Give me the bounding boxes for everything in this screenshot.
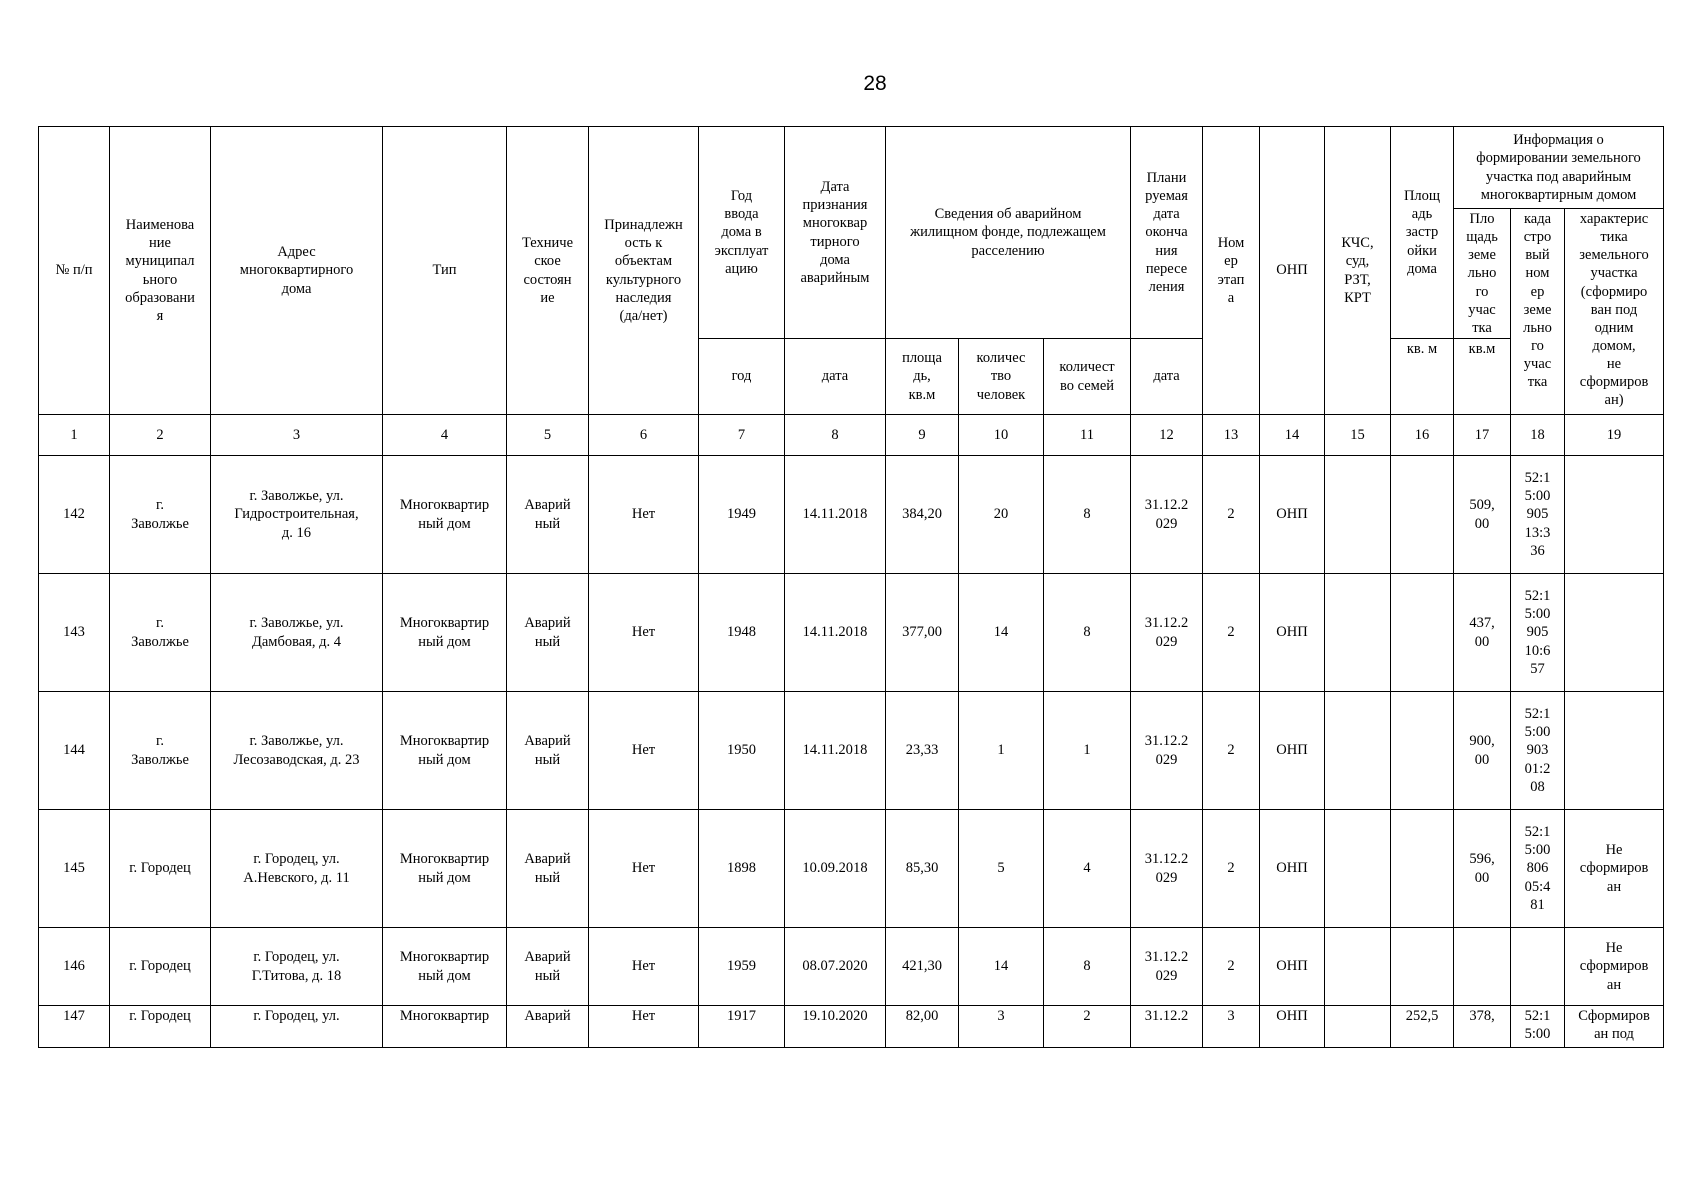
table-cell: ОНП bbox=[1260, 810, 1325, 928]
table-cell: Многоквартир ный дом bbox=[383, 928, 507, 1006]
table-cell: 3 bbox=[959, 1006, 1044, 1048]
column-number-cell: 18 bbox=[1511, 415, 1565, 456]
table-cell: 142 bbox=[39, 456, 110, 574]
table-cell: Аварий ный bbox=[507, 456, 589, 574]
table-cell: 8 bbox=[1044, 456, 1131, 574]
column-number-cell: 7 bbox=[699, 415, 785, 456]
table-cell: ОНП bbox=[1260, 574, 1325, 692]
header-cell-1: № п/п bbox=[39, 127, 110, 415]
table-cell: ОНП bbox=[1260, 1006, 1325, 1048]
table-cell: 2 bbox=[1044, 1006, 1131, 1048]
table-cell: 4 bbox=[1044, 810, 1131, 928]
column-number-cell: 4 bbox=[383, 415, 507, 456]
table-cell: Аварий ный bbox=[507, 928, 589, 1006]
column-number-cell: 11 bbox=[1044, 415, 1131, 456]
table-cell: Многоквартир ный дом bbox=[383, 810, 507, 928]
emergency-housing-table bbox=[38, 126, 1664, 1048]
table-cell: 31.12.2 029 bbox=[1131, 574, 1203, 692]
table-cell: 52:1 5:00 806 05:4 81 bbox=[1511, 810, 1565, 928]
table-cell: 8 bbox=[1044, 574, 1131, 692]
header-cell-16: Площ адь застр ойки дома bbox=[1391, 127, 1454, 339]
table-cell: 1949 bbox=[699, 456, 785, 574]
table-cell: 378, bbox=[1454, 1006, 1511, 1048]
header-cell-12: Плани руемая дата оконча ния пересе ления bbox=[1131, 127, 1203, 339]
header-cell-7: Год ввода дома в эксплуат ацию bbox=[699, 127, 785, 339]
table-cell bbox=[1565, 456, 1664, 574]
subheader-families: количест во семей bbox=[1044, 339, 1131, 415]
table-cell: 1917 bbox=[699, 1006, 785, 1048]
header-cell-2: Наименова ние муниципал ьного образовани я bbox=[110, 127, 211, 415]
table-cell: 85,30 bbox=[886, 810, 959, 928]
table-cell: 2 bbox=[1203, 456, 1260, 574]
table-cell: 1948 bbox=[699, 574, 785, 692]
table-cell bbox=[1325, 928, 1391, 1006]
table-cell bbox=[1325, 1006, 1391, 1048]
table-cell: 1898 bbox=[699, 810, 785, 928]
table-cell: 10.09.2018 bbox=[785, 810, 886, 928]
subheader-plot-area: кв.м bbox=[1454, 339, 1511, 415]
table-cell: 144 bbox=[39, 692, 110, 810]
table-cell: 421,30 bbox=[886, 928, 959, 1006]
table-cell: 3 bbox=[1203, 1006, 1260, 1048]
column-number-cell: 16 bbox=[1391, 415, 1454, 456]
table-cell: г. Заволжье, ул. Дамбовая, д. 4 bbox=[211, 574, 383, 692]
table-cell: 900, 00 bbox=[1454, 692, 1511, 810]
table-cell: г. Заволжье, ул. Гидростроительная, д. 16 bbox=[211, 456, 383, 574]
table-row bbox=[39, 928, 1664, 1006]
header-cell-14: ОНП bbox=[1260, 127, 1325, 415]
table-cell: 14 bbox=[959, 928, 1044, 1006]
subheader-building-area: кв. м bbox=[1391, 339, 1454, 415]
table-cell: 1 bbox=[1044, 692, 1131, 810]
table-cell: 437, 00 bbox=[1454, 574, 1511, 692]
table-cell: Не сформиров ан bbox=[1565, 928, 1664, 1006]
table-cell: 82,00 bbox=[886, 1006, 959, 1048]
table-cell: Нет bbox=[589, 1006, 699, 1048]
table-cell: ОНП bbox=[1260, 692, 1325, 810]
header-cell-13: Ном ер этап а bbox=[1203, 127, 1260, 415]
header-cell-15: КЧС, суд, РЗТ, КРТ bbox=[1325, 127, 1391, 415]
header-cell-8: Дата признания многоквар тирного дома аварийным bbox=[785, 127, 886, 339]
table-cell: 19.10.2020 bbox=[785, 1006, 886, 1048]
table-cell: 596, 00 bbox=[1454, 810, 1511, 928]
table-cell: 147 bbox=[39, 1006, 110, 1048]
table-cell bbox=[1391, 810, 1454, 928]
table-cell: г. Городец, ул. bbox=[211, 1006, 383, 1048]
header-cell-3: Адрес многоквартирного дома bbox=[211, 127, 383, 415]
table-cell: 146 bbox=[39, 928, 110, 1006]
table-cell bbox=[1565, 574, 1664, 692]
table-cell: Многоквартир ный дом bbox=[383, 574, 507, 692]
table-cell: 1 bbox=[959, 692, 1044, 810]
subheader-people: количес тво человек bbox=[959, 339, 1044, 415]
column-number-cell: 8 bbox=[785, 415, 886, 456]
table-body bbox=[39, 456, 1664, 1048]
table-cell: 14.11.2018 bbox=[785, 574, 886, 692]
table-row bbox=[39, 810, 1664, 928]
table-cell: 31.12.2 bbox=[1131, 1006, 1203, 1048]
header-cell-5: Техниче ское состоян ие bbox=[507, 127, 589, 415]
table-cell: 14.11.2018 bbox=[785, 456, 886, 574]
table-cell: 2 bbox=[1203, 574, 1260, 692]
table-cell: Аварий bbox=[507, 1006, 589, 1048]
table-cell: Аварий ный bbox=[507, 574, 589, 692]
table-cell: 20 bbox=[959, 456, 1044, 574]
table-cell: г. Городец, ул. Г.Титова, д. 18 bbox=[211, 928, 383, 1006]
table-cell: ОНП bbox=[1260, 456, 1325, 574]
table-cell: Нет bbox=[589, 928, 699, 1006]
header-cell-19: характерис тика земельного участка (сформиро ван под одним домом, не сформиров ан) bbox=[1565, 209, 1664, 415]
table-cell: 14.11.2018 bbox=[785, 692, 886, 810]
table-cell: Аварий ный bbox=[507, 810, 589, 928]
table-cell: г. Городец, ул. А.Невского, д. 11 bbox=[211, 810, 383, 928]
table-cell: 31.12.2 029 bbox=[1131, 810, 1203, 928]
header-cell-17-19: Информация о формировании земельного участка под аварийным многоквартирным домом bbox=[1454, 127, 1664, 209]
column-number-row bbox=[39, 415, 1664, 456]
table-cell: ОНП bbox=[1260, 928, 1325, 1006]
column-number-cell: 2 bbox=[110, 415, 211, 456]
table-cell: 52:1 5:00 905 13:3 36 bbox=[1511, 456, 1565, 574]
table-cell bbox=[1391, 574, 1454, 692]
header-cell-17: Пло щадь земе льно го учас тка bbox=[1454, 209, 1511, 339]
column-number-cell: 6 bbox=[589, 415, 699, 456]
column-number-row bbox=[39, 415, 1664, 456]
column-number-cell: 10 bbox=[959, 415, 1044, 456]
table-cell: 31.12.2 029 bbox=[1131, 928, 1203, 1006]
subheader-end-date: дата bbox=[1131, 339, 1203, 415]
table-cell bbox=[1511, 928, 1565, 1006]
table-cell: г. Заволжье bbox=[110, 692, 211, 810]
table-cell: Нет bbox=[589, 574, 699, 692]
column-number-cell: 17 bbox=[1454, 415, 1511, 456]
table-cell: г. Городец bbox=[110, 810, 211, 928]
table-cell bbox=[1565, 692, 1664, 810]
table-cell bbox=[1391, 928, 1454, 1006]
page-number: 28 bbox=[863, 72, 887, 95]
column-number-cell: 13 bbox=[1203, 415, 1260, 456]
table-cell: 8 bbox=[1044, 928, 1131, 1006]
table-cell bbox=[1325, 574, 1391, 692]
column-number-cell: 5 bbox=[507, 415, 589, 456]
table-header bbox=[39, 127, 1664, 415]
column-number-cell: 19 bbox=[1565, 415, 1664, 456]
column-number-cell: 3 bbox=[211, 415, 383, 456]
column-number-cell: 15 bbox=[1325, 415, 1391, 456]
column-number-cell: 12 bbox=[1131, 415, 1203, 456]
table-cell: 1950 bbox=[699, 692, 785, 810]
table-row bbox=[39, 1006, 1664, 1048]
table-cell bbox=[1454, 928, 1511, 1006]
table-cell: 145 bbox=[39, 810, 110, 928]
table-cell bbox=[1325, 456, 1391, 574]
table-cell: 52:1 5:00 903 01:2 08 bbox=[1511, 692, 1565, 810]
table-cell: Сформиров ан под bbox=[1565, 1006, 1664, 1048]
table-cell: г. Городец bbox=[110, 928, 211, 1006]
table-cell: 31.12.2 029 bbox=[1131, 692, 1203, 810]
header-cell-4: Тип bbox=[383, 127, 507, 415]
table-cell: 377,00 bbox=[886, 574, 959, 692]
table-cell: 52:1 5:00 905 10:6 57 bbox=[1511, 574, 1565, 692]
table-cell: Нет bbox=[589, 692, 699, 810]
table-cell: Многоквартир ный дом bbox=[383, 456, 507, 574]
table-cell: 384,20 bbox=[886, 456, 959, 574]
table-row bbox=[39, 574, 1664, 692]
table-cell: 143 bbox=[39, 574, 110, 692]
subheader-year: год bbox=[699, 339, 785, 415]
table-cell: Аварий ный bbox=[507, 692, 589, 810]
subheader-area: площа дь, кв.м bbox=[886, 339, 959, 415]
table-cell bbox=[1325, 692, 1391, 810]
table-cell: 23,33 bbox=[886, 692, 959, 810]
subheader-date: дата bbox=[785, 339, 886, 415]
table-cell: 5 bbox=[959, 810, 1044, 928]
table-cell: 08.07.2020 bbox=[785, 928, 886, 1006]
column-number-cell: 9 bbox=[886, 415, 959, 456]
table-cell: 509, 00 bbox=[1454, 456, 1511, 574]
table-cell: г. Заволжье bbox=[110, 574, 211, 692]
table-cell: 2 bbox=[1203, 692, 1260, 810]
table-cell: Многоквартир bbox=[383, 1006, 507, 1048]
table-cell: 2 bbox=[1203, 810, 1260, 928]
table-cell: Нет bbox=[589, 456, 699, 574]
table-cell: 52:1 5:00 bbox=[1511, 1006, 1565, 1048]
header-cell-9-11: Сведения об аварийном жилищном фонде, подлежащем расселению bbox=[886, 127, 1131, 339]
column-number-cell: 1 bbox=[39, 415, 110, 456]
table-cell bbox=[1325, 810, 1391, 928]
table-cell: 14 bbox=[959, 574, 1044, 692]
table-cell: Нет bbox=[589, 810, 699, 928]
table-row bbox=[39, 456, 1664, 574]
table-cell: г. Городец bbox=[110, 1006, 211, 1048]
table-cell: 252,5 bbox=[1391, 1006, 1454, 1048]
header-cell-18: када стро вый ном ер земе льно го учас тка bbox=[1511, 209, 1565, 415]
column-number-cell: 14 bbox=[1260, 415, 1325, 456]
table-cell: г. Заволжье bbox=[110, 456, 211, 574]
table-row bbox=[39, 692, 1664, 810]
table-cell: Не сформиров ан bbox=[1565, 810, 1664, 928]
table-cell bbox=[1391, 692, 1454, 810]
table-cell: 2 bbox=[1203, 928, 1260, 1006]
table-cell: Многоквартир ный дом bbox=[383, 692, 507, 810]
table-cell: г. Заволжье, ул. Лесозаводская, д. 23 bbox=[211, 692, 383, 810]
table-cell bbox=[1391, 456, 1454, 574]
header-cell-6: Принадлежн ость к объектам культурного наследия (да/нет) bbox=[589, 127, 699, 415]
table-cell: 31.12.2 029 bbox=[1131, 456, 1203, 574]
table-cell: 1959 bbox=[699, 928, 785, 1006]
